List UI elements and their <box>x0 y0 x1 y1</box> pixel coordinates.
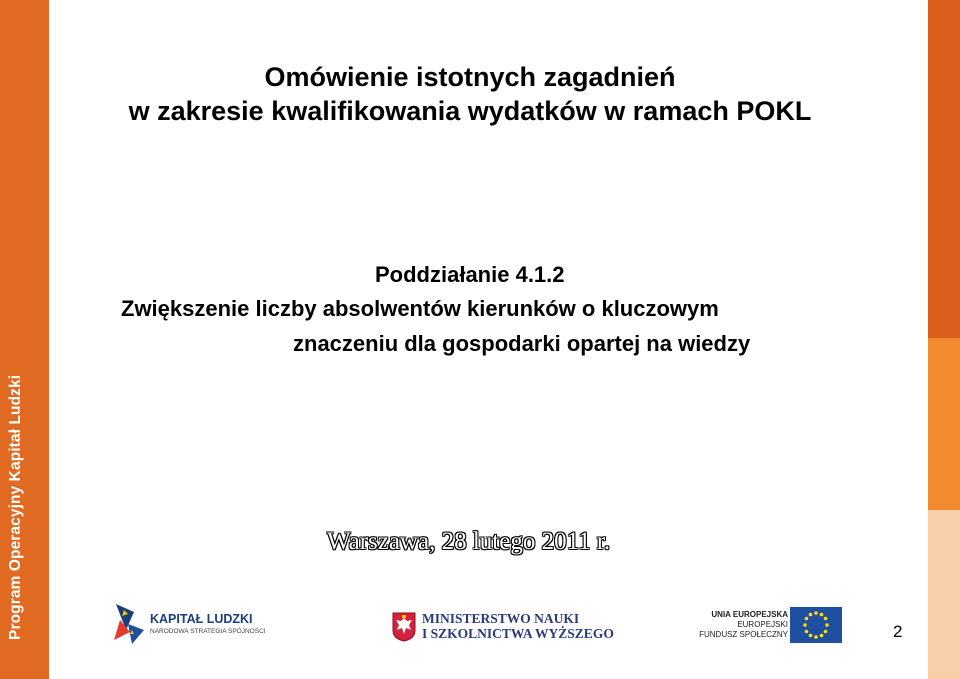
page-number: 2 <box>893 622 903 641</box>
eu-social-fund-logo <box>699 605 848 645</box>
eu-flag-icon <box>790 607 842 643</box>
right-bar-dark <box>928 0 960 338</box>
eu-name-line-2: EUROPEJSKI <box>737 620 788 629</box>
place-date: Warszawa, 28 lutego 2011 r. <box>327 528 611 555</box>
ministry-name-line-1: MINISTERSTWO NAUKI <box>422 611 580 626</box>
eu-name-line-1: UNIA EUROPEJSKA <box>711 610 788 619</box>
left-orange-bar <box>0 0 49 679</box>
kapital-ludzki-logo <box>110 600 266 648</box>
polish-eagle-emblem-icon <box>392 612 416 642</box>
title-line-1: Omówienie istotnych zagadnień <box>264 62 676 92</box>
kapital-ludzki-name: KAPITAŁ LUDZKI <box>150 612 253 626</box>
kapital-ludzki-tagline: NARODOWA STRATEGIA SPÓJNOŚCI <box>150 628 266 635</box>
right-bar-mid <box>928 338 960 510</box>
program-label-text: Program Operacyjny Kapitał Ludzki <box>7 374 24 640</box>
kapital-ludzki-emblem-icon <box>110 600 146 646</box>
title-line-2: w zakresie kwalifikowania wydatków w ramach POKL <box>128 96 812 126</box>
subtitle-line-1: Poddziałanie 4.1.2 <box>375 262 565 287</box>
ministry-logo <box>392 610 612 644</box>
slide-title <box>60 60 880 128</box>
subtitle-line-2: Zwiększenie liczby absolwentów kierunków o kluczowym <box>121 296 719 321</box>
subtitle-line-3: znaczeniu dla gospodarki opartej na wiedzy <box>293 331 751 356</box>
eu-name-line-3: FUNDUSZ SPOŁECZNY <box>699 630 788 639</box>
ministry-name-line-2: I SZKOLNICTWA WYŻSZEGO <box>422 626 614 641</box>
right-bar-light <box>928 510 960 679</box>
